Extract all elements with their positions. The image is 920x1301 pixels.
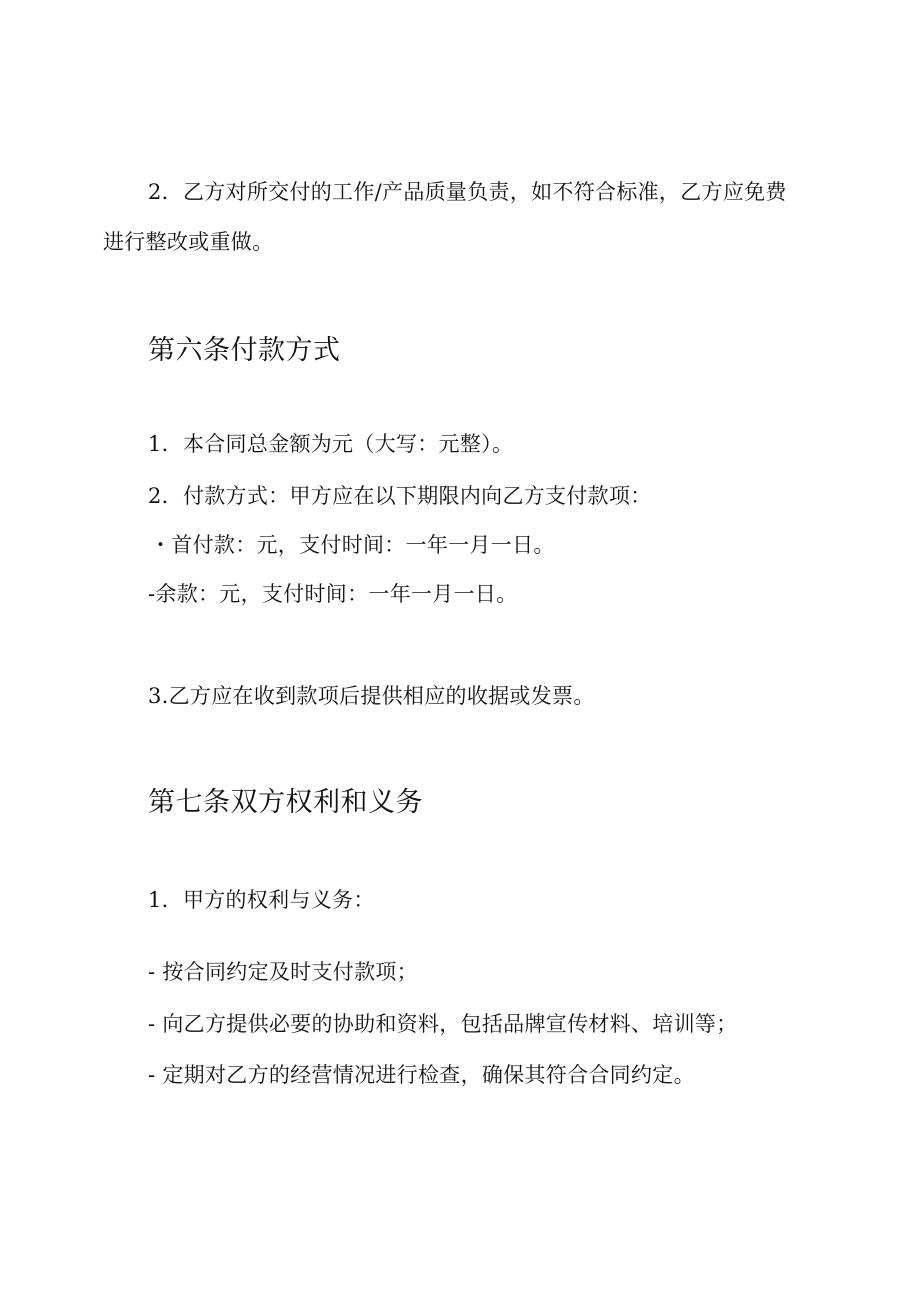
section6-title: 第六条付款方式 [148,335,341,366]
section6-sub1: ・首付款：元，支付时间：一年一月一日。 [150,533,555,557]
section5-item2-line1: 2．乙方对所交付的工作/产品质量负责，如不符合标准，乙方应免费 [148,180,787,204]
section6-item1: 1．本合同总金额为元（大写：元整）。 [148,432,514,456]
section5-item2-line2: 进行整改或重做。 [103,230,274,254]
section7-title: 第七条双方权利和义务 [148,787,423,818]
section7-duty-3: - 定期对乙方的经营情况进行检查，确保其符合合同约定。 [148,1063,695,1087]
section6-sub2: -余款：元，支付时间：一年一月一日。 [148,582,518,606]
section7-duty-2: - 向乙方提供必要的协助和资料，包括品牌宣传材料、培训等； [148,1012,738,1036]
section6-item2: 2．付款方式：甲方应在以下期限内向乙方支付款项： [148,484,652,508]
section7-duty-1: - 按合同约定及时支付款项； [148,960,418,984]
section6-item3: 3.乙方应在收到款项后提供相应的收据或发票。 [148,684,595,708]
section7-item1: 1．甲方的权利与义务： [148,888,375,912]
